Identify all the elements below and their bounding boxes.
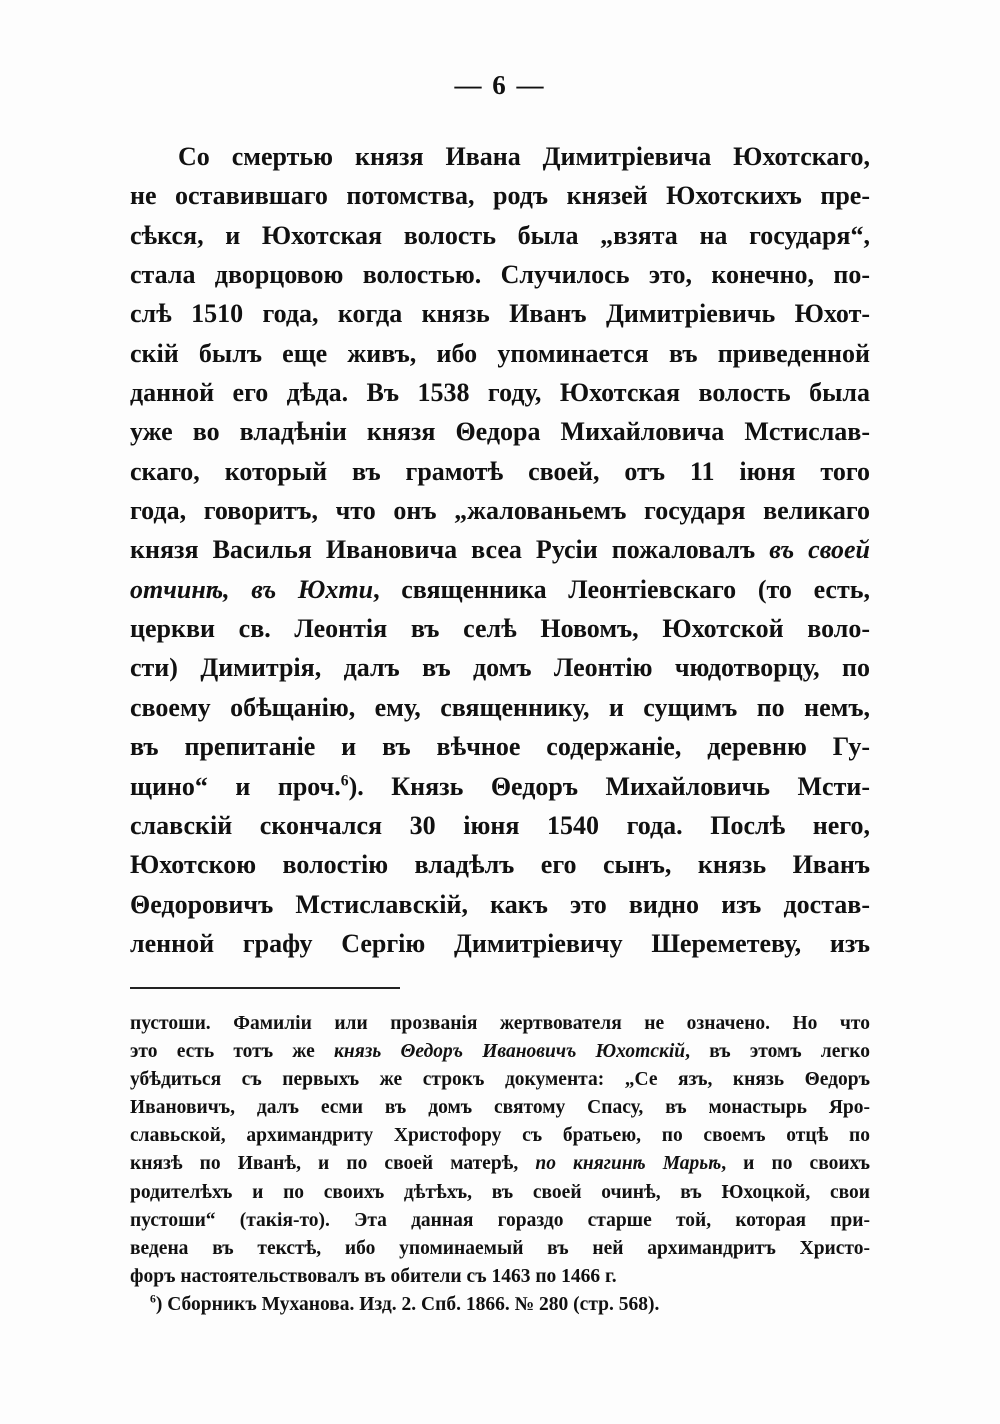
footnote-line — [130, 1179, 870, 1207]
text-line — [130, 570, 870, 609]
text-segment: пустоши“ (такія-то). Эта данная гораздо старше той, которая при- — [130, 1209, 870, 1231]
footnote-line — [130, 1010, 870, 1038]
text-segment: щино“ и проч. — [130, 771, 341, 801]
text-line — [130, 806, 870, 845]
text-line — [130, 727, 870, 766]
text-segment: данной его дѣда. Въ 1538 году, Юхотская волость была — [130, 378, 870, 408]
footnote-line — [130, 1094, 870, 1122]
text-segment: Со смертью князя Ивана Димитріевича Юхотскаго, — [178, 142, 870, 171]
text-line — [130, 334, 870, 373]
text-segment: пустоши. Фамиліи или прозванія жертвователя не означено. Но что — [130, 1013, 870, 1034]
text-segment: въ препитаніе и въ вѣчное содержаніе, деревню Гу- — [130, 732, 870, 762]
footnote-line — [130, 1066, 870, 1094]
text-segment: , и по своихъ — [721, 1153, 870, 1175]
text-line — [130, 767, 870, 806]
text-segment: убѣдиться съ первыхъ же строкъ документа: „Се язъ, князь Θедоръ — [130, 1069, 870, 1091]
text-segment: скаго, который въ грамотѣ своей, отъ 11 іюня того — [130, 456, 870, 486]
text-segment: сѣкся, и Юхотская волость была „взята на государя“, — [130, 220, 870, 250]
text-segment: ) Сборникъ Муханова. Изд. 2. Спб. 1866. № 280 (стр. 568). — [155, 1293, 660, 1315]
footnote-marker: 6 — [150, 1292, 156, 1306]
footnote-line — [130, 1038, 870, 1066]
text-segment: форъ настоятельствовалъ въ обители съ 1463 по 1466 г. — [130, 1265, 617, 1287]
text-line — [130, 255, 870, 294]
italic-text: по княгинѣ Марьѣ — [535, 1153, 722, 1175]
text-segment: Ивановичъ, далъ есми въ домъ святому Спасу, въ монастырь Яро- — [130, 1097, 870, 1119]
text-segment: это есть тотъ же — [130, 1041, 335, 1063]
text-segment: , священника Леонтіевскаго (то есть, — [373, 574, 870, 604]
footnote-line — [130, 1207, 870, 1235]
text-line — [130, 216, 870, 255]
text-segment: славьской, архимандриту Христофору съ братьею, по своемъ отцѣ по — [130, 1125, 870, 1147]
text-line — [130, 530, 870, 569]
main-text — [130, 137, 870, 963]
footnote-line — [130, 1150, 870, 1178]
text-segment: родителѣхъ и по своихъ дѣтѣхъ, въ своей очинѣ, въ Юхоцкой, свои — [130, 1181, 870, 1203]
text-line — [130, 412, 870, 451]
text-segment: года, говоритъ, что онъ „жалованьемъ государя великаго — [130, 496, 870, 526]
text-segment: уже во владѣніи князя Θедора Михайловича Мстислав- — [130, 417, 870, 447]
text-line — [130, 373, 870, 412]
text-segment: ведена въ текстѣ, ибо упоминаемый въ ней архимандритъ Христо- — [130, 1237, 870, 1259]
text-segment: Θедоровичъ Мстиславскій, какъ это видно изъ достав- — [130, 889, 870, 919]
footnote-reference — [130, 1291, 870, 1319]
italic-text: отчинѣ, въ Юхти — [130, 574, 374, 604]
text-segment: Юхотскою волостію владѣлъ его сынъ, князь Иванъ — [130, 850, 870, 880]
text-line — [130, 609, 870, 648]
text-line — [130, 885, 870, 924]
text-segment: ленной графу Сергію Димитріевичу Шереметеву, изъ — [130, 928, 870, 958]
italic-text: въ своей — [769, 535, 870, 565]
text-line — [130, 688, 870, 727]
footnote-divider — [130, 987, 400, 989]
text-line — [130, 845, 870, 884]
text-segment: скій былъ еще живъ, ибо упоминается въ приведенной — [130, 338, 870, 368]
footnote-line — [130, 1263, 870, 1291]
footnote-marker: 6 — [340, 771, 349, 789]
text-segment: , въ этомъ легко — [685, 1041, 870, 1063]
text-line — [130, 491, 870, 530]
page-number: — 6 — — [454, 70, 546, 100]
text-segment: стала дворцовою волостью. Случилось это, конечно, по- — [130, 260, 870, 290]
text-line — [130, 648, 870, 687]
text-segment: слѣ 1510 года, когда князь Иванъ Димитріевичь Юхот- — [130, 299, 870, 329]
text-line — [130, 137, 870, 176]
text-line — [130, 924, 870, 963]
text-line — [130, 176, 870, 215]
text-segment: сти) Димитрія, далъ въ домъ Леонтію чюдотворцу, по — [130, 653, 870, 683]
text-segment: не оставившаго потомства, родъ князей Юхотскихъ пре- — [130, 181, 870, 211]
text-segment: славскій скончался 30 іюня 1540 года. Послѣ него, — [130, 810, 870, 840]
text-segment: князя Василья Ивановича всеа Русіи пожаловалъ — [130, 535, 770, 565]
text-segment: ). Князь Θедоръ Михайловичь Мсти- — [348, 771, 870, 801]
footnotes — [130, 1010, 870, 1319]
footnote-line — [130, 1122, 870, 1150]
text-segment: церкви св. Леонтія въ селѣ Новомъ, Юхотской воло- — [130, 614, 870, 644]
text-line — [130, 294, 870, 333]
footnote-line — [130, 1235, 870, 1263]
text-segment: князѣ по Иванѣ, и по своей матерѣ, — [130, 1153, 536, 1175]
text-line — [130, 452, 870, 491]
text-segment: своему обѣщанію, ему, священнику, и сущимъ по немъ, — [130, 692, 870, 722]
italic-text: князь Θедоръ Ивановичъ Юхотскій — [334, 1041, 686, 1063]
